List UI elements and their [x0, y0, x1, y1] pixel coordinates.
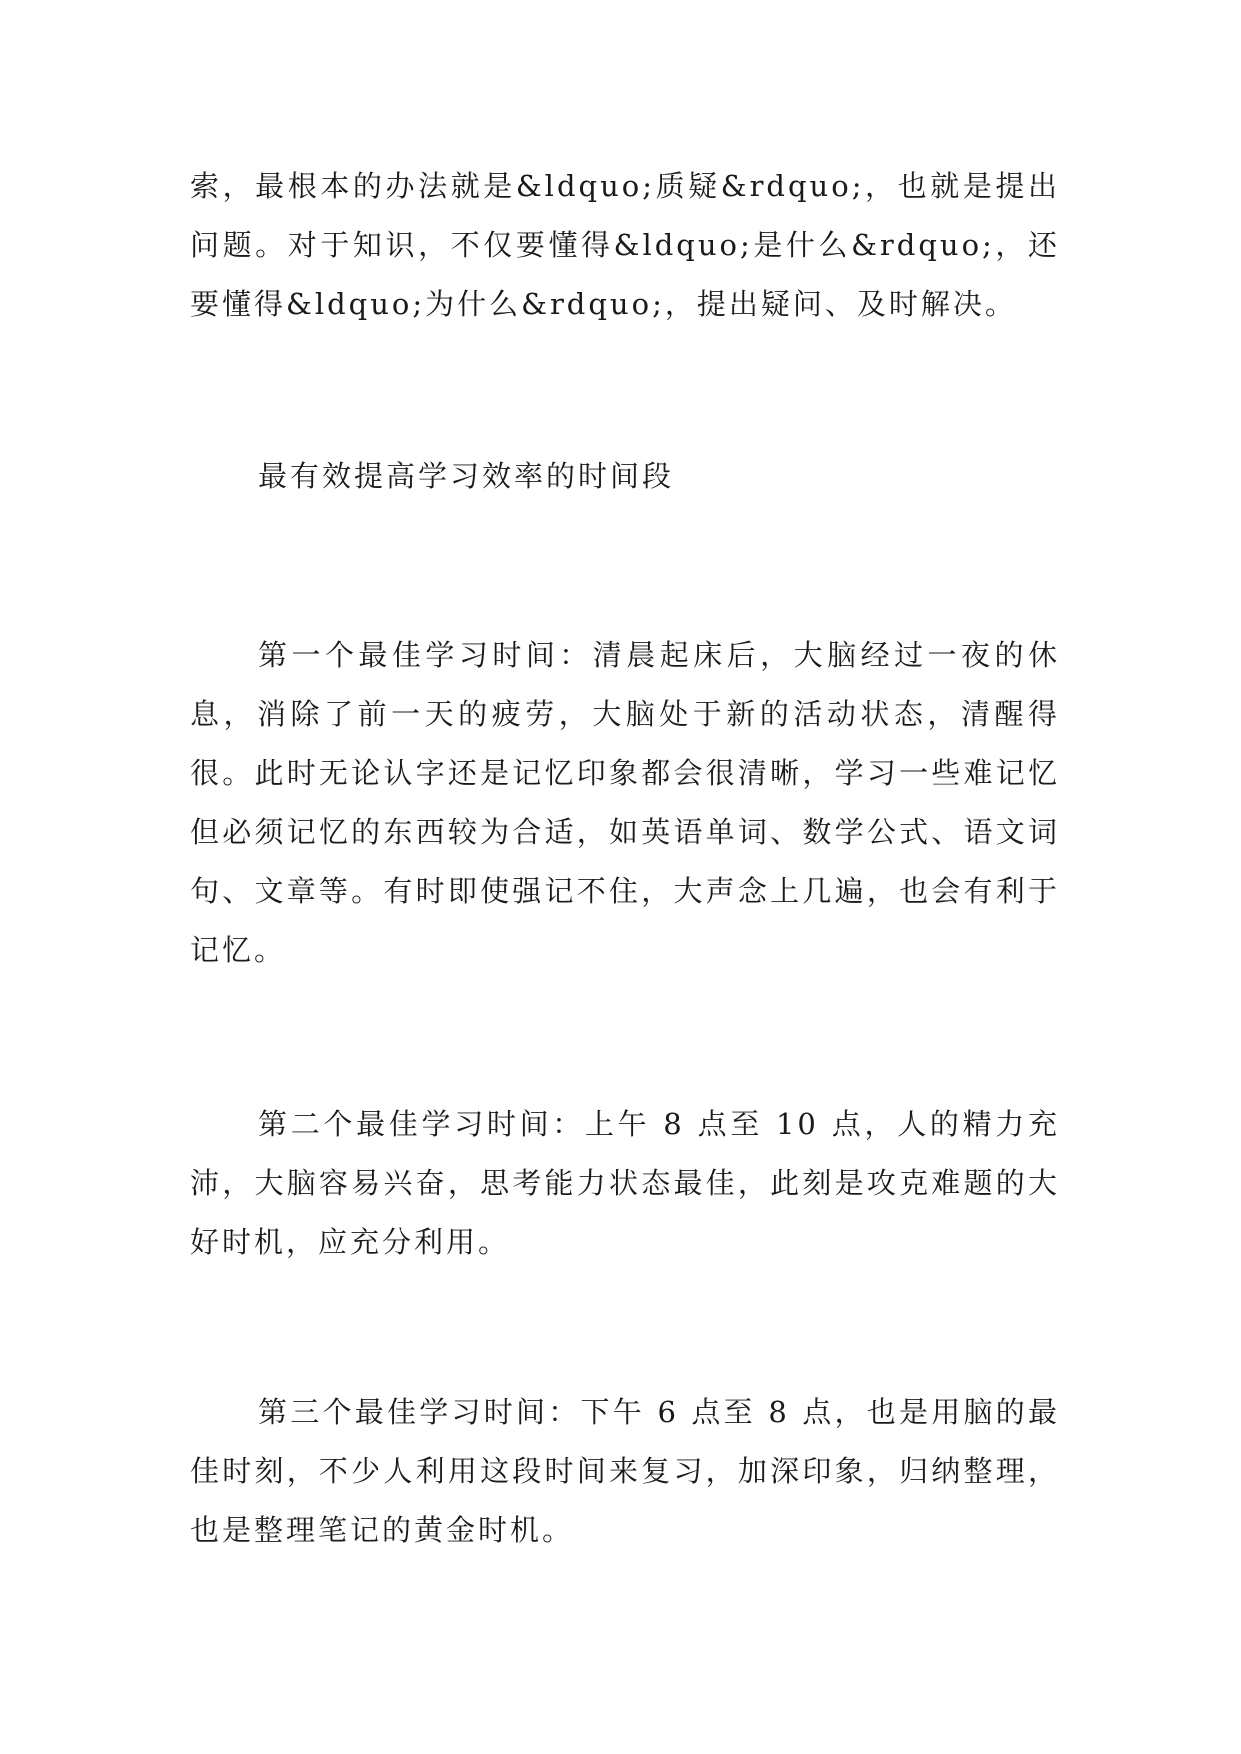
paragraph-first-study-time: 第一个最佳学习时间：清晨起床后，大脑经过一夜的休息，消除了前一天的疲劳，大脑处于新的活动状态，清醒得很。此时无论认字还是记忆印象都会很清晰，学习一些难记忆但必须记忆的东西较为合适，如英语单词、数学公式、语文词句、文章等。有时即使强记不住，大声念上几遍，也会有利于记忆。 [190, 638, 1060, 967]
section-heading: 最有效提高学习效率的时间段 [258, 459, 675, 493]
continuation-paragraph: 索，最根本的办法就是&ldquo;质疑&rdquo;，也就是提出问题。对于知识，不仅要懂得&ldquo;是什么&rdquo;，还要懂得&ldquo;为什么&rdquo;，提出疑问、及时解决。 [190, 169, 1060, 321]
paragraph-third-study-time: 第三个最佳学习时间：下午 6 点至 8 点，也是用脑的最佳时刻，不少人利用这段时间来复习，加深印象，归纳整理，也是整理笔记的黄金时机。 [190, 1395, 1060, 1547]
paragraph-second-study-time: 第二个最佳学习时间：上午 8 点至 10 点，人的精力充沛，大脑容易兴奋，思考能力状态最佳，此刻是攻克难题的大好时机，应充分利用。 [190, 1107, 1060, 1259]
